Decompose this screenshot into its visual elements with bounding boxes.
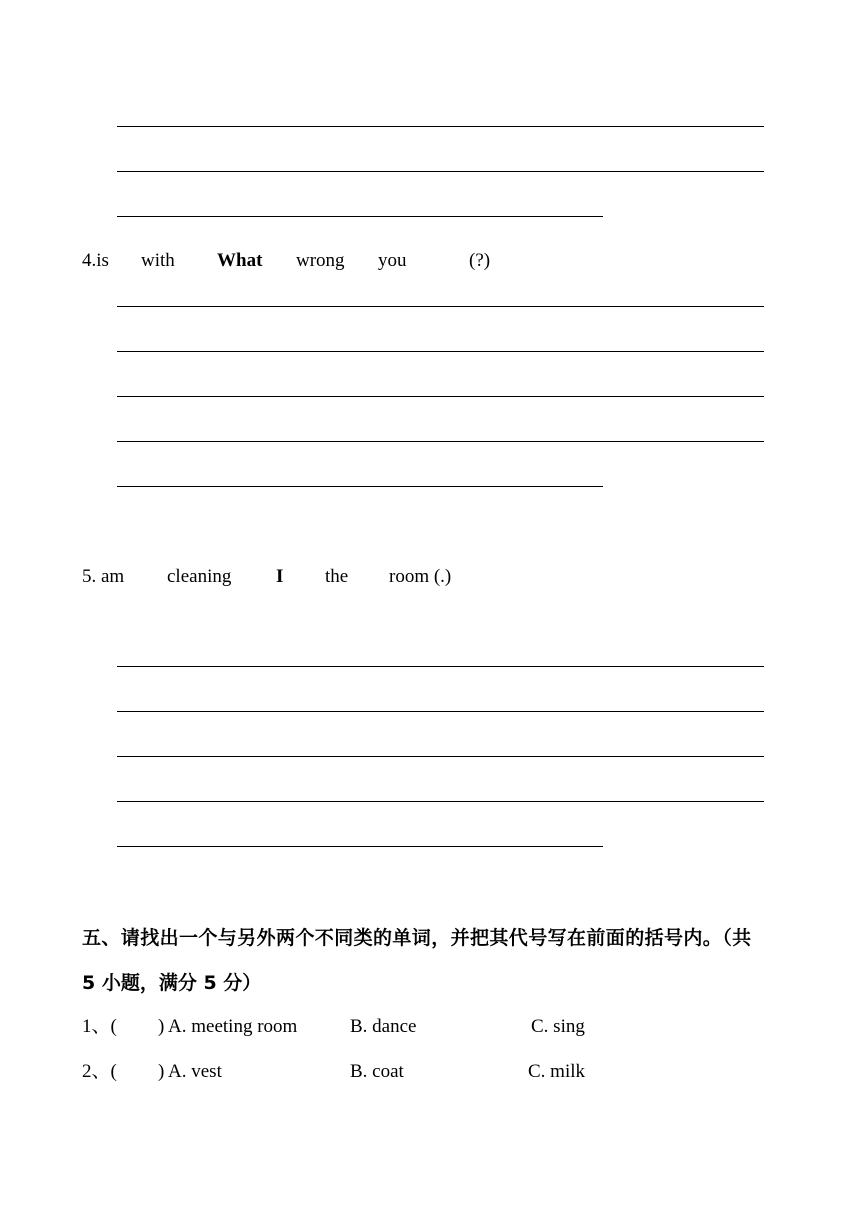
q4-word: wrong — [296, 250, 345, 271]
q4-word: you — [378, 250, 407, 271]
answer-line[interactable] — [117, 711, 764, 712]
answer-line[interactable] — [117, 306, 764, 307]
answer-line[interactable] — [117, 846, 603, 847]
option-b: B. coat — [350, 1061, 404, 1082]
q5-number: 5. am — [82, 566, 125, 587]
answer-line[interactable] — [117, 801, 764, 802]
q5-word: room (.) — [389, 566, 452, 587]
option-c: C. milk — [528, 1061, 586, 1082]
item-number: 2、( — [82, 1061, 117, 1082]
section-heading-cont: 5 小题，满分 5 分） — [82, 972, 262, 994]
answer-line[interactable] — [117, 171, 764, 172]
q5-word: I — [276, 566, 284, 587]
item-number: 1、( — [82, 1016, 117, 1037]
section-heading: 五、请找出一个与另外两个不同类的单词，并把其代号写在前面的括号内。（共 — [82, 927, 752, 949]
answer-line[interactable] — [117, 756, 764, 757]
answer-line[interactable] — [117, 666, 764, 667]
answer-line[interactable] — [117, 441, 764, 442]
answer-line[interactable] — [117, 126, 764, 127]
answer-line[interactable] — [117, 351, 764, 352]
q5-word: the — [325, 566, 349, 587]
option-a: ) A. vest — [158, 1061, 222, 1082]
q5-word: cleaning — [167, 566, 232, 587]
option-b: B. dance — [350, 1016, 417, 1037]
answer-line[interactable] — [117, 486, 603, 487]
answer-line[interactable] — [117, 396, 764, 397]
answer-line[interactable] — [117, 216, 603, 217]
option-c: C. sing — [531, 1016, 585, 1037]
q4-word: What — [217, 250, 263, 271]
q4-punctuation: (?) — [469, 250, 491, 271]
option-a: ) A. meeting room — [158, 1016, 298, 1037]
q4-word: with — [141, 250, 175, 271]
q4-number: 4.is — [82, 250, 109, 271]
